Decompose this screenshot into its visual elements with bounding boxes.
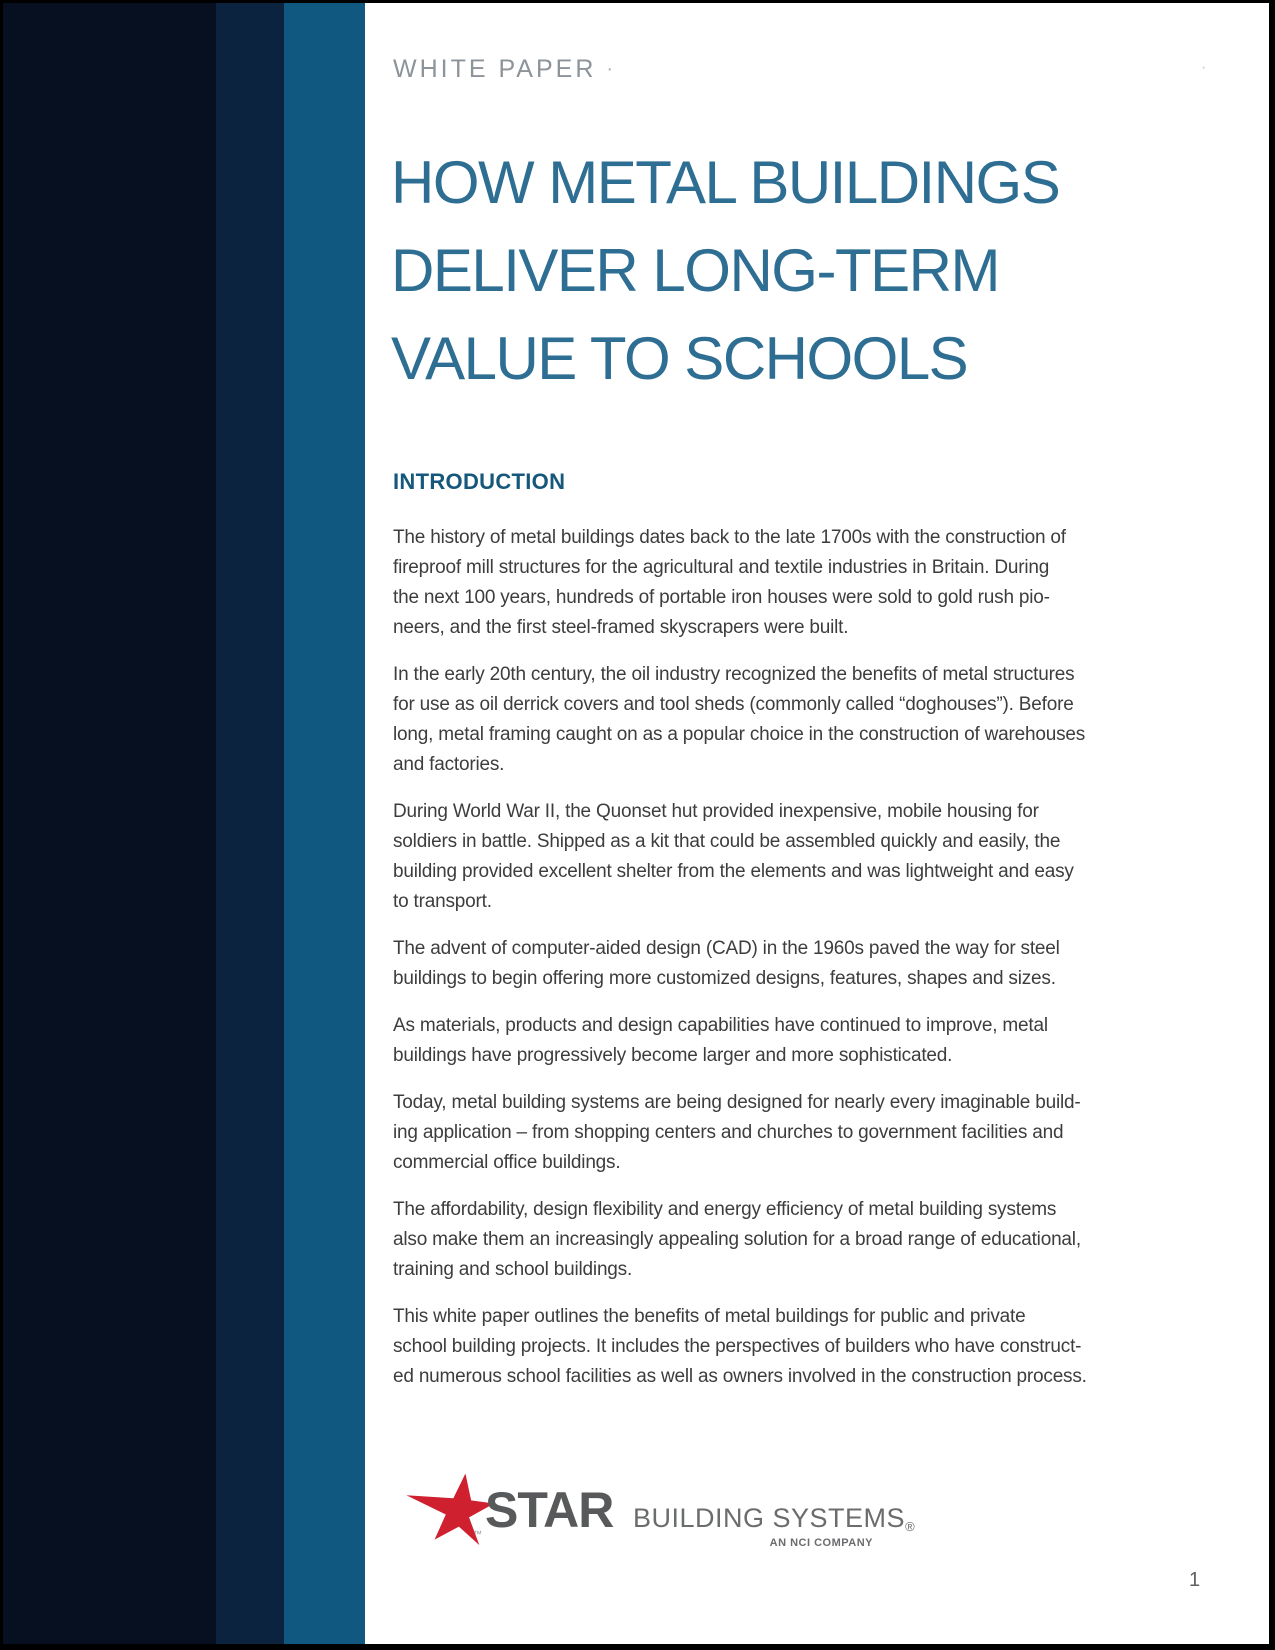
text-line: The advent of computer-aided design (CAD) in the 1960s paved the way for steel — [393, 938, 1060, 959]
text-line: school building projects. It includes the perspectives of builders who have construct- — [393, 1336, 1082, 1357]
paragraph — [393, 1011, 1087, 1071]
paragraph — [393, 1195, 1087, 1285]
text-line: ing application – from shopping centers and churches to government facilities and — [393, 1122, 1064, 1143]
document-type-label: WHITE PAPER — [393, 55, 597, 83]
text-line: also make them an increasingly appealing solution for a broad range of educational, — [393, 1229, 1081, 1250]
text-line: In the early 20th century, the oil industry recognized the benefits of metal structures — [393, 664, 1075, 685]
stray-mark: · — [1201, 59, 1207, 76]
page-title — [391, 139, 1059, 403]
registered-symbol: ® — [905, 1519, 916, 1534]
logo-suffix — [633, 1505, 915, 1533]
trademark-symbol: ™ — [473, 1529, 482, 1539]
text-line: commercial office buildings. — [393, 1152, 621, 1173]
text-line: to transport. — [393, 891, 492, 912]
text-line: fireproof mill structures for the agricultural and textile industries in Britain. During — [393, 557, 1050, 578]
text-line: The affordability, design flexibility and energy efficiency of metal building systems — [393, 1199, 1057, 1220]
paragraph — [393, 934, 1087, 994]
text-line: the next 100 years, hundreds of portable iron houses were sold to gold rush pio- — [393, 587, 1050, 608]
text-line: training and school buildings. — [393, 1259, 633, 1280]
text-line: long, metal framing caught on as a popular choice in the construction of warehouses — [393, 724, 1086, 745]
paragraph — [393, 660, 1087, 780]
title-line: HOW METAL BUILDINGS — [391, 149, 1060, 216]
text-line: soldiers in battle. Shipped as a kit that could be assembled quickly and easily, the — [393, 831, 1061, 852]
company-logo — [405, 1465, 916, 1560]
sidebar-band-outer — [3, 3, 216, 1644]
text-line: The history of metal buildings dates back to the late 1700s with the construction of — [393, 527, 1066, 548]
text-line: During World War II, the Quonset hut provided inexpensive, mobile housing for — [393, 801, 1039, 822]
text-line: ed numerous school facilities as well as owners involved in the construction process. — [393, 1366, 1087, 1387]
text-line: building provided excellent shelter from the elements and was lightweight and easy — [393, 861, 1074, 882]
paragraph — [393, 1302, 1087, 1392]
paragraph — [393, 523, 1087, 643]
text-line: buildings to begin offering more customized designs, features, shapes and sizes. — [393, 968, 1056, 989]
intro-paragraphs — [393, 523, 1087, 1409]
logo-wordmark: STAR — [485, 1482, 614, 1538]
text-line: and factories. — [393, 754, 505, 775]
logo-suffix-text: BUILDING SYSTEMS — [633, 1503, 906, 1533]
text-line: neers, and the first steel-framed skyscrapers were built. — [393, 617, 849, 638]
text-line: As materials, products and design capabilities have continued to improve, metal — [393, 1015, 1048, 1036]
text-line: buildings have progressively become larger and more sophisticated. — [393, 1045, 953, 1066]
paragraph — [393, 1088, 1087, 1178]
text-line: for use as oil derrick covers and tool sheds (commonly called “doghouses”). Before — [393, 694, 1074, 715]
logo-tagline: AN NCI COMPANY — [769, 1537, 873, 1549]
sidebar-band-inner — [284, 3, 365, 1644]
page-number: 1 — [1189, 1569, 1201, 1591]
document-page — [3, 3, 1269, 1644]
sidebar-band-middle — [216, 3, 284, 1644]
eyebrow-mark: · — [606, 58, 614, 80]
section-heading: INTRODUCTION — [393, 469, 566, 494]
text-line: This white paper outlines the benefits of metal buildings for public and private — [393, 1306, 1026, 1327]
paragraph — [393, 797, 1087, 917]
title-line: DELIVER LONG-TERM — [391, 237, 999, 304]
eyebrow-row — [393, 55, 613, 84]
text-line: Today, metal building systems are being designed for nearly every imaginable build- — [393, 1092, 1081, 1113]
title-line: VALUE TO SCHOOLS — [391, 325, 968, 392]
